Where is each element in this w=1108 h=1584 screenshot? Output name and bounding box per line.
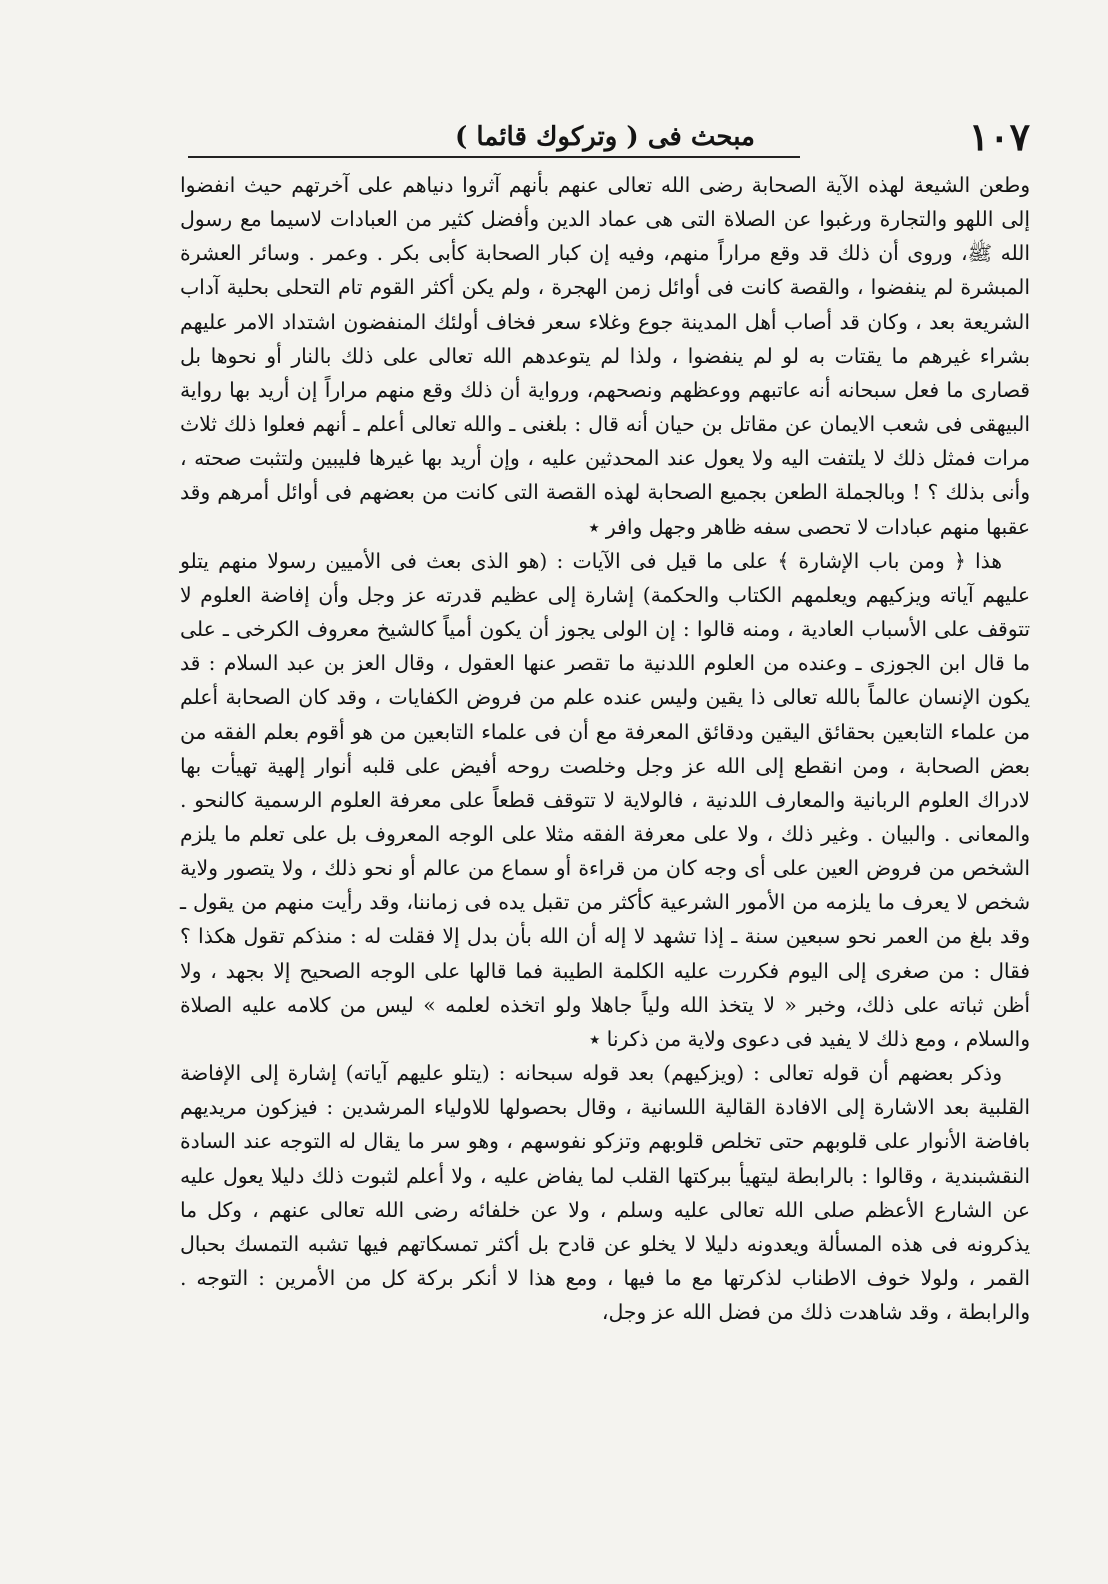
page-number: ١٠٧ bbox=[968, 114, 1030, 159]
paragraph-purification: وذكر بعضهم أن قوله تعالى : (ويزكيهم) بعد قوله سبحانه : (يتلو عليهم آياته) إشارة إلى الإفاضة القلبية بعد الاشارة إلى الافادة القالية اللسانية ، وقال بحصولها للاولياء المرشدين : فيزكون مريديهم بافاضة الأنوار على قلوبهم حتى تخلص قلوبهم وتزكو نفوسهم ، وهو سر ما يقال له التوجه عند السادة النقشبندية ، وقالوا : بالرابطة ليتهيأ ببركتها القلب لما يفاض عليه ، ولا أعلم لثبوت ذلك دليلا يعول عليه عن الشارع الأعظم صلى الله تعالى عليه وسلم ، ولا عن خلفائه رضى الله تعالى عنهم ، وكل ما يذكرونه فى هذه المسألة ويعدونه دليلا لا يخلو عن قادح بل أكثر تمسكاتهم فيها تشبه التمسك بحبال القمر ، ولولا خوف الاطناب لذكرتها مع ما فيها ، ومع هذا لا أنكر بركة كل من الأمرين : التوجه . والرابطة ، وقد شاهدت ذلك من فضل الله عز وجل، bbox=[180, 1061, 1030, 1325]
running-title: مبحث فى ( وتركوك قائما ) bbox=[455, 122, 755, 152]
paragraph-allusion: هذا ﴿ ومن باب الإشارة ﴾ على ما قيل فى الآيات : (هو الذى بعث فى الأميين رسولا منهم يتلو عليهم آياته ويزكيهم ويعلمهم الكتاب والحكمة) إشارة إلى عظيم قدرته عز وجل وأن إفاضة العلوم لا تتوقف على الأسباب العادية ، ومنه قالوا : إن الولى يجوز أن يكون أمياً كالشيخ معروف الكرخى ـ على ما قال ابن الجوزى ـ وعنده من العلوم اللدنية ما تقصر عنها العقول ، وقال العز بن عبد السلام : قد يكون الإنسان عالماً بالله تعالى ذا يقين وليس عنده علم من فروض الكفايات ، وقد كان الصحابة أعلم من علماء التابعين بحقائق اليقين ودقائق المعرفة مع أن فى علماء التابعين من هو أقوم بعلم الفقه من بعض الصحابة ، ومن انقطع إلى الله عز وجل وخلصت روحه أفيض على قلبه أنوار إلهية تهيأت بها لادراك العلوم الربانية والمعارف اللدنية ، فالولاية لا تتوقف قطعاً على معرفة العلوم الرسمية كالنحو . والمعانى . والبيان . وغير ذلك ، ولا على معرفة الفقه مثلا على الوجه المعروف بل على تعلم ما يلزم الشخص من فروض العين على أى وجه كان من قراءة أو سماع من عالم أو نحو ذلك ، ولا يتصور ولاية شخص لا يعرف ما يلزمه من الأمور الشرعية كأكثر من تقبل يده فى زماننا، وقد رأيت منهم من يقول ـ وقد بلغ من العمر نحو سبعين سنة ـ إذا تشهد لا إله أن الله بأن بدل إلا فقلت له : منذكم تقول هكذا ؟ فقال : من صغرى إلى اليوم فكررت عليه الكلمة الطيبة فما قالها على الوجه الصحيح إلا بجهد ، ولا أظن ثباته على ذلك، وخبر « لا يتخذ الله ولياً جاهلا ولو اتخذه لعلمه » ليس من كلامه عليه الصلاة والسلام ، ومع ذلك لا يفيد فى دعوى ولاية من ذكرنا ٭ bbox=[180, 548, 1030, 1051]
paragraph-shia-criticism: وطعن الشيعة لهذه الآية الصحابة رضى الله تعالى عنهم بأنهم آثروا دنياهم على آخرتهم حيث انفضوا إلى اللهو والتجارة ورغبوا عن الصلاة التى هى عماد الدين وأفضل كثير من العبادات لاسيما مع رسول الله ﷺ، وروى أن ذلك قد وقع مراراً منهم، وفيه إن كبار الصحابة كأبى بكر . وعمر . وسائر العشرة المبشرة لم ينفضوا ، والقصة كانت فى أوائل زمن الهجرة ، ولم يكن أكثر القوم تام التحلى بحلية آداب الشريعة بعد ، وكان قد أصاب أهل المدينة جوع وغلاء سعر فخاف أولئك المنفضون اشتداد الامر عليهم بشراء غيرهم ما يقتات به لو لم ينفضوا ، ولذا لم يتوعدهم الله تعالى على ذلك بالنار أو نحوها بل قصارى ما فعل سبحانه أنه عاتبهم ووعظهم ونصحهم، ورواية أن ذلك وقع منهم مراراً إن أريد بها رواية البيهقى فى شعب الايمان عن مقاتل بن حيان أنه قال : بلغنى ـ والله تعالى أعلم ـ أنهم فعلوا ذلك ثلاث مرات فمثل ذلك لا يلتفت اليه ولا يعول عند المحدثين عليه ، وإن أريد بها غيرها فليبين ولتثبت صحته ، وأنى بذلك ؟ ! وبالجملة الطعن بجميع الصحابة لهذه القصة التى كانت من بعضهم فى أوائل أمرهم وقد عقبها منهم عبادات لا تحصى سفه ظاهر وجهل وافر ٭ bbox=[180, 173, 1030, 539]
page-header bbox=[180, 112, 1030, 160]
page-body bbox=[180, 168, 1030, 1528]
header-rule bbox=[188, 156, 800, 158]
